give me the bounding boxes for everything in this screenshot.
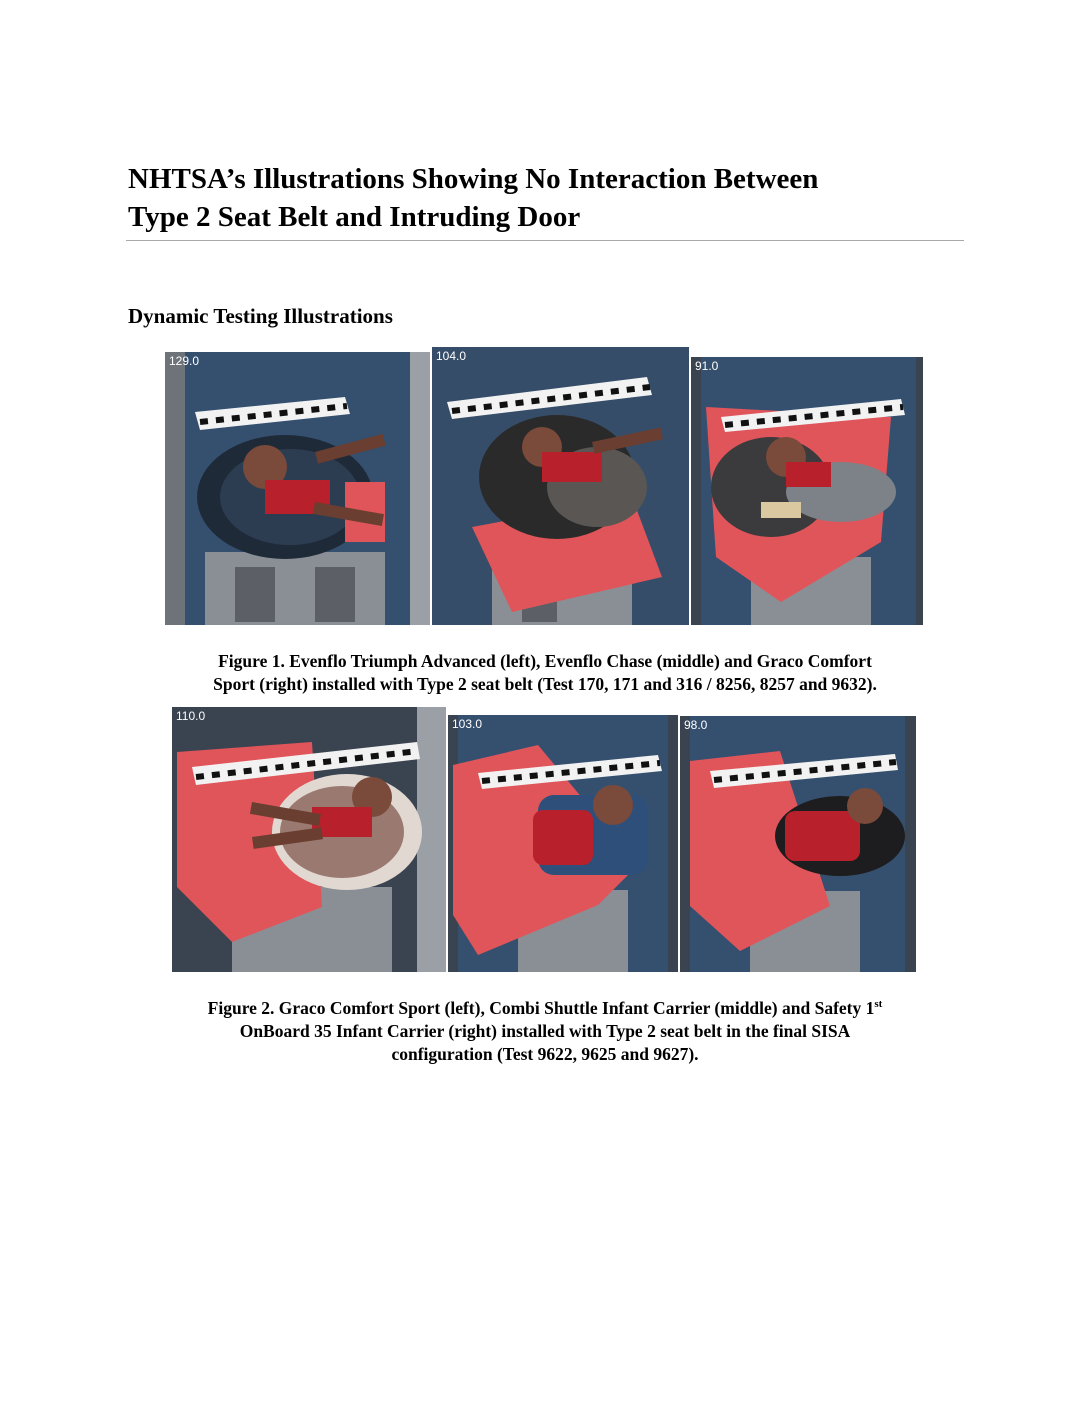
photo-timestamp: 129.0: [169, 354, 200, 368]
photo-timestamp: 110.0: [176, 709, 206, 723]
crash-test-photo: [680, 716, 916, 972]
figure1-photo-middle: [432, 347, 689, 625]
figure1-caption: [120, 650, 970, 696]
title-line-2: Type 2 Seat Belt and Intruding Door: [128, 201, 581, 233]
figure2-caption-line-2: OnBoard 35 Infant Carrier (right) installed with Type 2 seat belt in the final SISA: [239, 1021, 851, 1041]
figure2-photo-left: [172, 707, 446, 972]
crash-test-photo: [448, 715, 678, 972]
figure1-photo-left: [165, 352, 430, 625]
crash-test-photo: [691, 357, 923, 625]
photo-timestamp: 98.0: [684, 718, 708, 732]
figure2-caption-line-1-text: Figure 2. Graco Comfort Sport (left), Combi Shuttle Infant Carrier (middle) and Safety 1: [207, 998, 875, 1018]
photo-timestamp: 104.0: [436, 349, 467, 363]
figure1-photo-right: [691, 357, 923, 625]
crash-test-photo: [165, 352, 430, 625]
page-title: [128, 160, 963, 236]
figure1-caption-line-1: Figure 1. Evenflo Triumph Advanced (left), Evenflo Chase (middle) and Graco Comfort: [218, 651, 872, 671]
figure2-photo-right: [680, 716, 916, 972]
crash-test-photo: [432, 347, 689, 625]
title-line-1: NHTSA’s Illustrations Showing No Interaction Between: [128, 163, 819, 195]
photo-timestamp: 91.0: [695, 359, 719, 373]
figure2-caption-line-1: [208, 998, 883, 1018]
crash-test-photo: [172, 707, 446, 972]
superscript-st: st: [874, 998, 883, 1011]
figure2-photo-middle: [448, 715, 678, 972]
photo-timestamp: 103.0: [452, 717, 483, 731]
title-divider: [126, 240, 964, 241]
figure2-caption: [120, 997, 970, 1066]
figure1-caption-line-2: Sport (right) installed with Type 2 seat belt (Test 170, 171 and 316 / 8256, 8257 and 9632).: [213, 674, 877, 694]
figure2-caption-line-3: configuration (Test 9622, 9625 and 9627).: [391, 1044, 699, 1064]
section-heading: Dynamic Testing Illustrations: [128, 304, 393, 328]
